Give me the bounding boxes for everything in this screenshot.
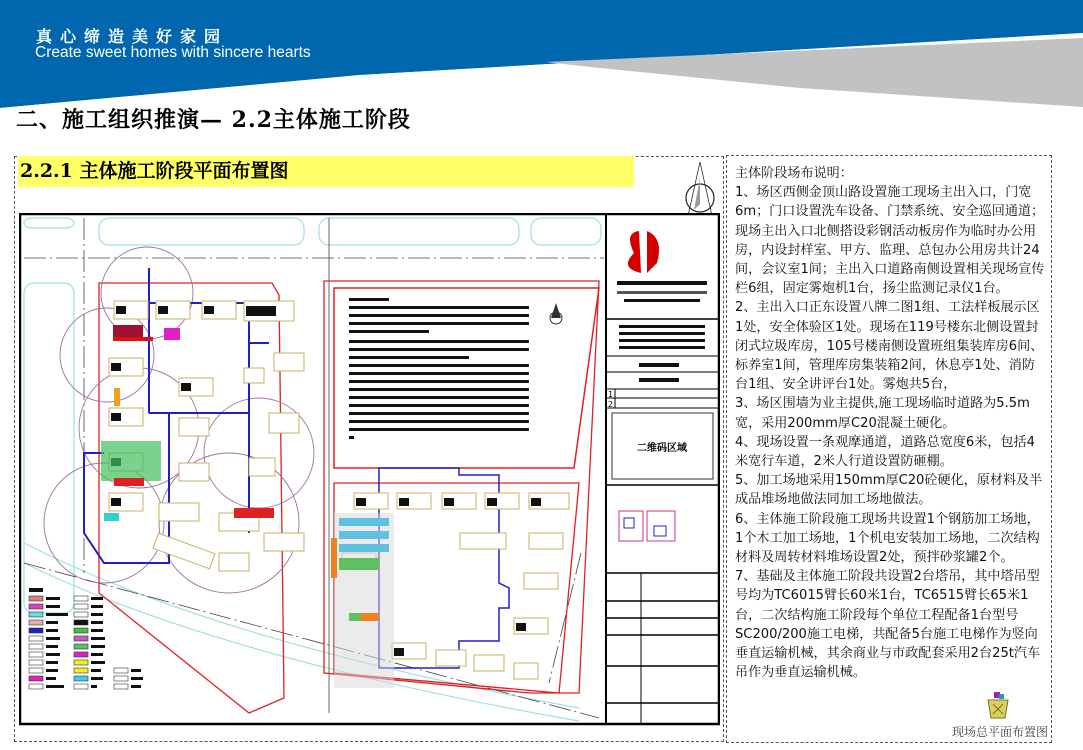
slogan-english: Create sweet homes with sincere hearts xyxy=(35,44,311,61)
recycle-bin-icon[interactable] xyxy=(985,690,1011,720)
description-item-3: 3、场区围墙为业主提供,施工现场临时道路为5.5m宽，采用200mm厚C20混凝土硬化。 xyxy=(735,396,1030,431)
description-heading: 主体阶段场布说明： xyxy=(735,166,853,181)
row-1-label: 1 xyxy=(608,390,614,399)
description-item-5: 5、加工场地采用150mm厚C20砼硬化，原材料及半成品堆场地做法同加工场地做法。 xyxy=(735,473,1043,508)
slogan-chinese: 真心缔造美好家园 xyxy=(36,27,229,46)
page-title: 二、施工组织推演— 2.2主体施工阶段 xyxy=(16,107,411,133)
description-item-1: 1、场区西侧金顶山路设置施工现场主出入口，门宽6m；门口设置洗车设备、门禁系统、安全巡回通道；现场主出入口北侧搭设彩钢活动板房作为临时办公用房，内设封样室、甲方、监理、总包办公用房共计24间，会议室1间；主出入口道路南侧设置相关现场宣传栏6组，固定雾炮机1台，扬尘监测记录仪1台。 xyxy=(735,185,1045,297)
description-item-4: 4、现场设置一条观摩通道，道路总宽度6米，包括4米宽行车道，2米人行道设置防砸棚。 xyxy=(735,434,1035,470)
layout-description xyxy=(735,164,1047,682)
description-item-2: 2、主出入口正东设置八牌二图1组、工法样板展示区1处，安全体验区1处。现场在119号楼东北侧设置封闭式垃圾库房，105号楼南侧设置班组集装库房6间、标养室1间，管理库房集装箱2间，休息亭1处、消防台1组、安全讲评台1处。雾炮共5台， xyxy=(735,300,1044,393)
qr-area-label: 二维码区域 xyxy=(637,443,687,454)
description-item-6: 6、主体施工阶段施工现场共设置1个钢筋加工场地，1个木工加工场地，1个机电安装加工场地，二次结构材料及周转材料堆场设置2处，预拌砂浆罐2个。 xyxy=(735,511,1040,566)
description-item-7: 7、基础及主体施工阶段共设置2台塔吊，其中塔吊型号均为TC6015臂长60米1台，TC6515臂长65米1台，二次结构施工阶段每个单位工程配备1台型号SC200/200施工电梯，共配备5台施工电梯作为竖向垂直运输机械，其余商业与市政配套采用2台25t汽车吊作为垂直运输机械。 xyxy=(735,569,1041,681)
section-title: 2.2.1 主体施工阶段平面布置图 xyxy=(18,156,634,187)
row-2-label: 2 xyxy=(608,400,614,409)
figure-caption: 现场总平面布置图 xyxy=(952,725,1049,739)
site-plan-drawing xyxy=(19,213,720,738)
north-arrow-icon xyxy=(680,160,720,220)
